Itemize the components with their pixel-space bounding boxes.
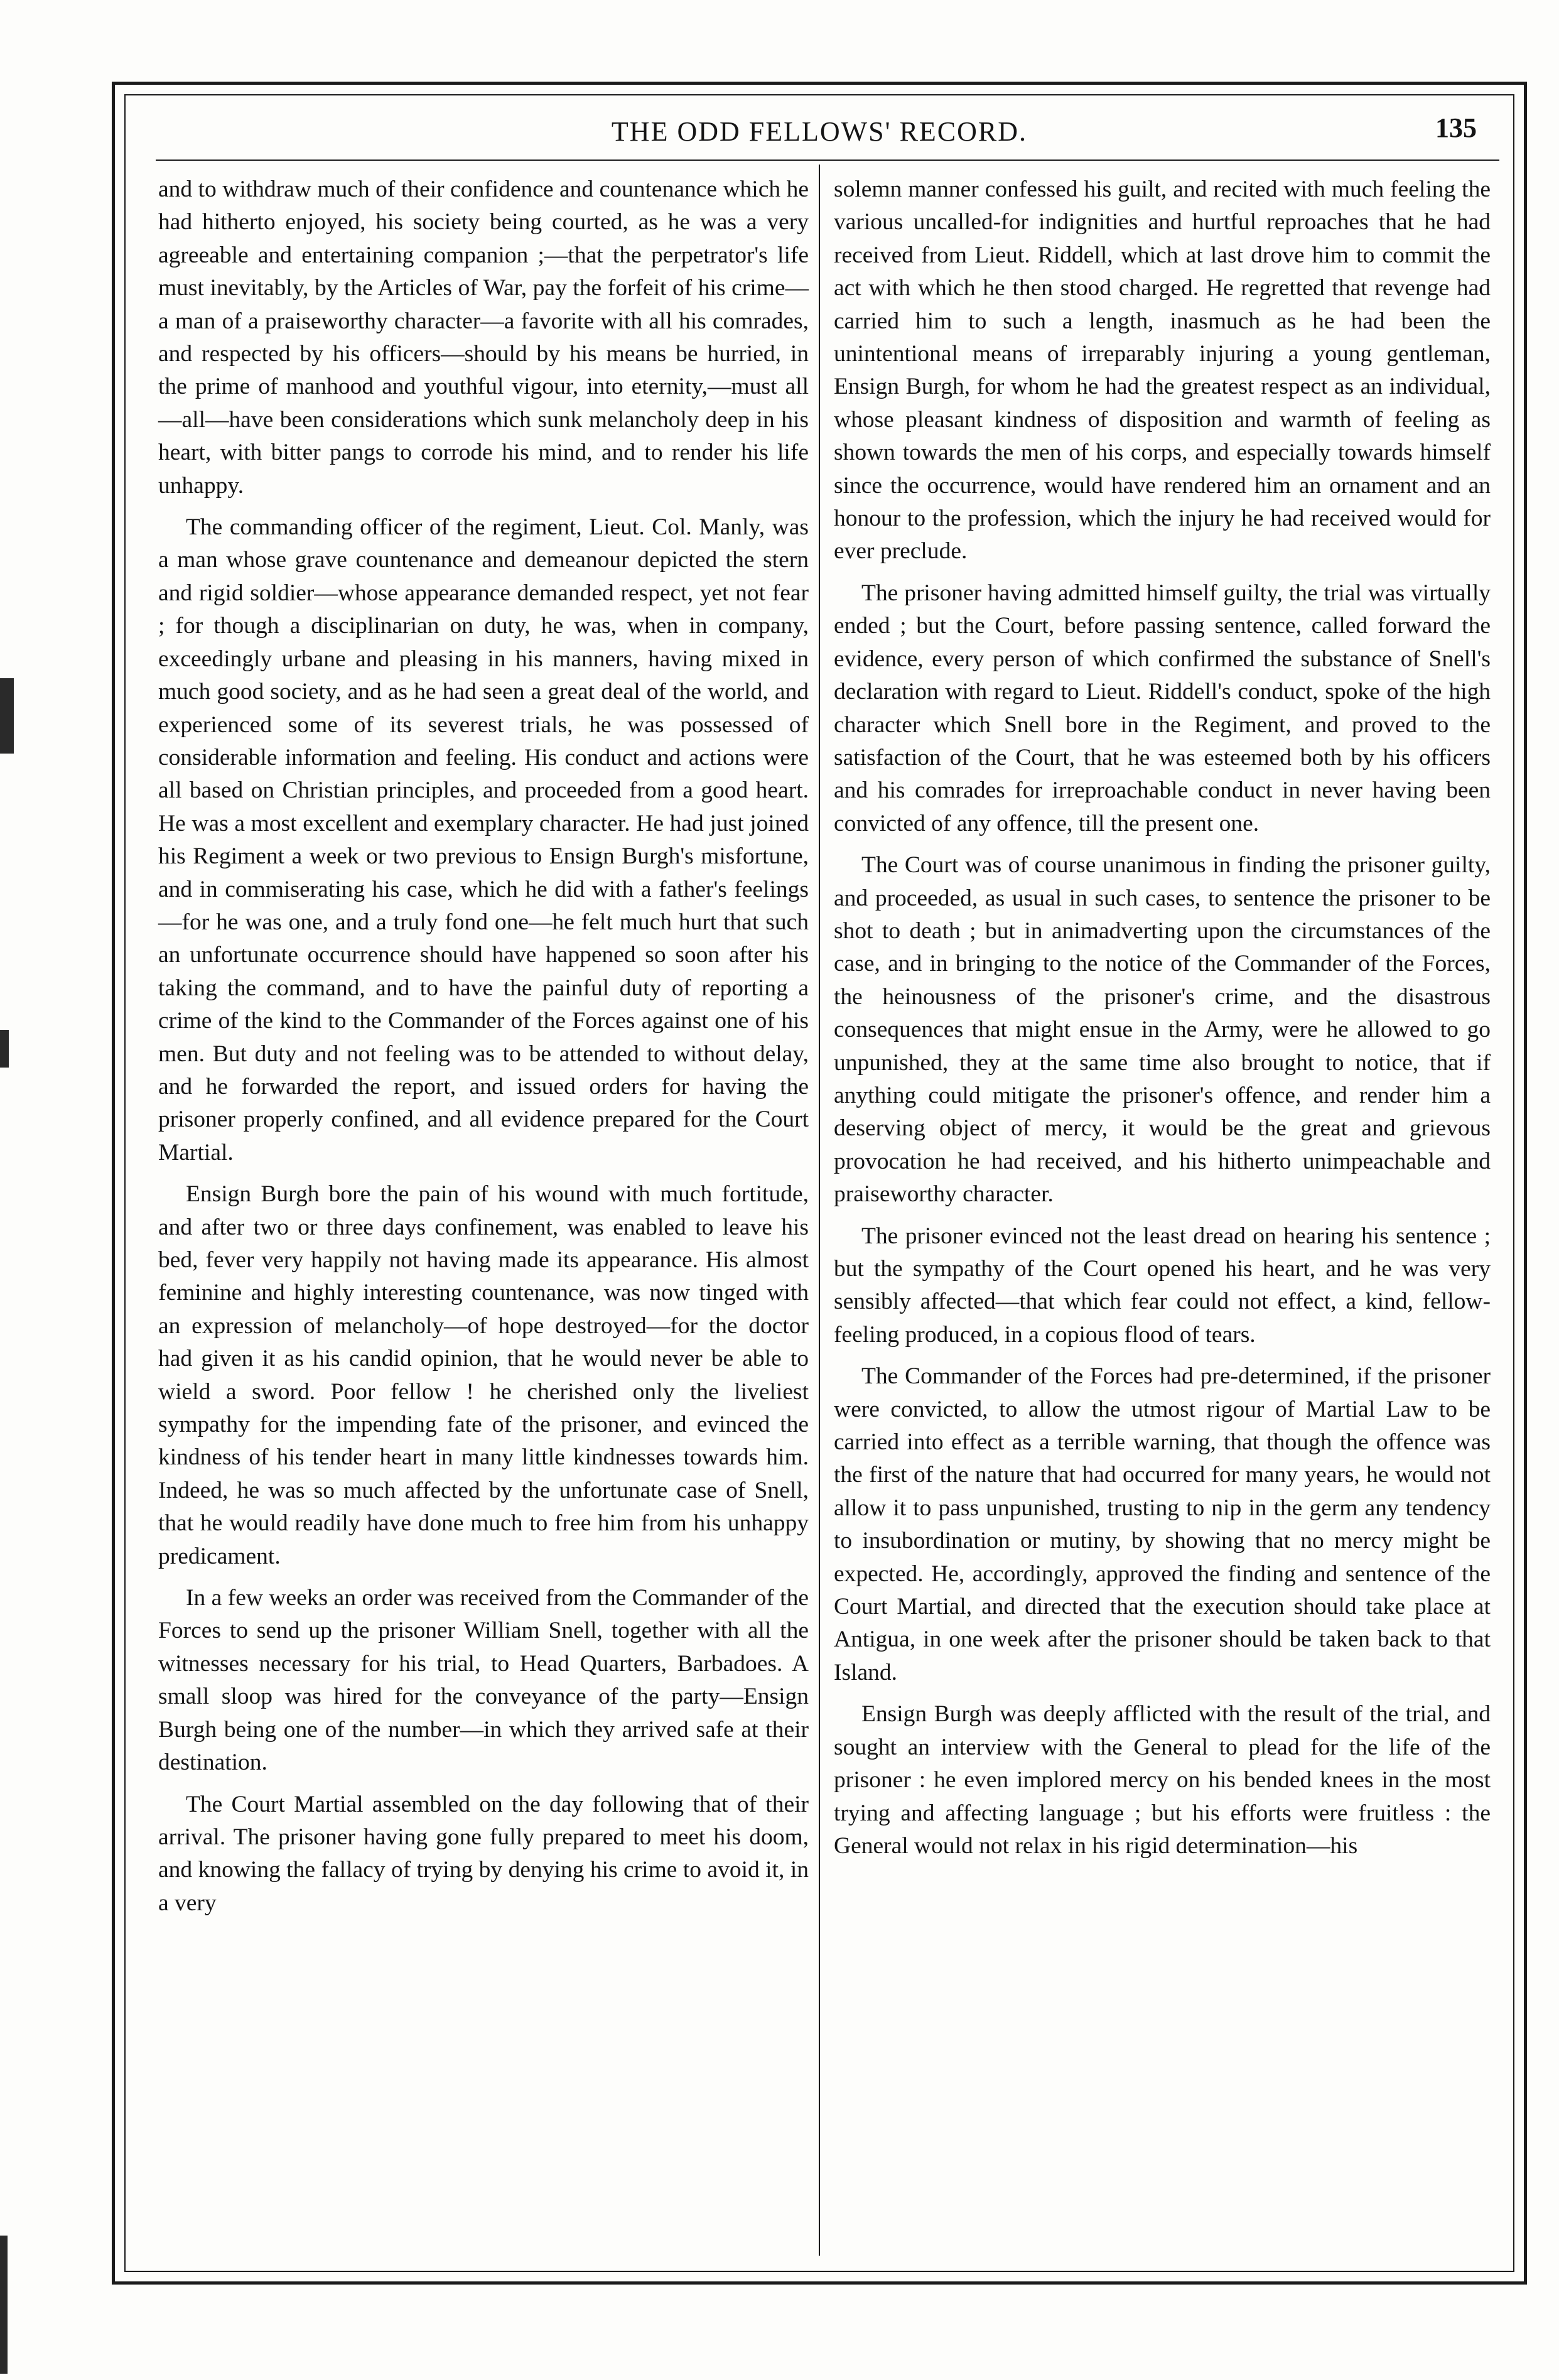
paragraph: The commanding officer of the regiment, Lieut. Col. Manly, was a man whose grave countenance and demeanour depicted the stern and rigid soldier—whose appearance demanded respect, yet not fear ; for though a disciplinarian on duty, he was, when in company, exceedingly urbane and pleasing in his manners, having mixed in much good society, and as he had seen a great deal of the world, and experienced some of its severest trials, he was possessed of considerable information and feeling. His conduct and actions were all based on Christian principles, and proceeded from a good heart. He was a most excellent and exemplary character. He had just joined his Regiment a week or two previous to Ensign Burgh's misfortune, and in commiserating his case, which he did with a father's feelings—for he was one, and a truly fond one—he felt much hurt that such an unfortunate occurrence should have happened so soon after his taking the command, and to have the painful duty of reporting a crime of the kind to the Commander of the Forces against one of his men. But duty and not feeling was to be attended to without delay, and he forwarded the report, and issued orders for having the prisoner properly confined, and all evidence prepared for the Court Martial. bbox=[158, 514, 809, 1166]
paragraph: The prisoner having admitted himself guilty, the trial was virtually ended ; but the Court, before passing sentence, called forward the evidence, every person of which confirmed the substance of Snell's declaration with regard to Lieut. Riddell's conduct, spoke of the high character which Snell bore in the Regiment, and proved to the satisfaction of the Court, that he was esteemed both by his officers and his comrades for irreproachable conduct in never having been convicted of any offence, till the present one. bbox=[834, 580, 1491, 836]
paragraph: The Court Martial assembled on the day following that of their arrival. The prisoner having gone fully prepared to meet his doom, and knowing the fallacy of trying by denying his crime to avoid it, in a very bbox=[158, 1791, 809, 1916]
paragraph: Ensign Burgh was deeply afflicted with the result of the trial, and sought an interview with the General to plead for the life of the prisoner : he even implored mercy on his bended knees in the most trying and affecting language ; but his efforts were fruitless : the General would not relax in his rigid determination—his bbox=[834, 1701, 1491, 1859]
scan-edge-mark bbox=[0, 2236, 8, 2374]
paragraph: and to withdraw much of their confidence and countenance which he had hitherto enjoyed, his society being courted, as he was a very agreeable and entertaining companion ;—that the perpetrator's life must inevitably, by the Articles of War, pay the forfeit of his crime—a man of a praiseworthy character—a favorite with all his comrades, and respected by his officers—should by his means be hurried, in the prime of manhood and youthful vigour, into eternity,—must all—all—have been considerations which sunk melancholy deep in his heart, with bitter pangs to corrode his mind, and to render his life unhappy. bbox=[158, 176, 809, 499]
running-title: THE ODD FELLOWS' RECORD. bbox=[611, 116, 1028, 147]
paragraph: The prisoner evinced not the least dread on hearing his sentence ; but the sympathy of the Court opened his heart, and he was very sensibly affected—that which fear could not effect, a kind, fellow-feeling produced, in a copious flood of tears. bbox=[834, 1223, 1491, 1348]
column-divider bbox=[819, 165, 820, 2256]
paragraph: Ensign Burgh bore the pain of his wound with much fortitude, and after two or three days confinement, was enabled to leave his bed, fever very happily not having made its appearance. His almost feminine and highly interesting countenance, was now tinged with an expression of melancholy—of hope destroyed—for the doctor had given it as his candid opinion, that he would never be able to wield a sword. Poor fellow ! he cherished only the liveliest sympathy for the impending fate of the prisoner, and evinced the kindness of his tender heart in many little kindnesses towards him. Indeed, he was so much affected by the unfortunate case of Snell, that he would readily have done much to free him from his unhappy predicament. bbox=[158, 1181, 809, 1569]
left-column bbox=[158, 173, 809, 1920]
page-header bbox=[124, 100, 1514, 154]
paragraph: solemn manner confessed his guilt, and recited with much feeling the various uncalled-for indignities and hurtful reproaches that he had received from Lieut. Riddell, which at last drove him to commit the act with which he then stood charged. He regretted that revenge had carried him to such a length, inasmuch as he had been the unintentional means of irreparably injuring a young gentleman, Ensign Burgh, for whom he had the greatest respect as an individual, whose pleasant kindness of disposition and warmth of feeling as shown towards the men of his corps, and especially towards himself since the occurrence, would have rendered him an ornament and an honour to the profession, which the injury he had received would for ever preclude. bbox=[834, 176, 1491, 565]
scan-edge-mark bbox=[0, 678, 14, 754]
page-number: 135 bbox=[1435, 112, 1477, 143]
scan-edge-mark bbox=[0, 1030, 9, 1068]
right-column bbox=[834, 173, 1491, 1863]
paragraph: The Court was of course unanimous in finding the prisoner guilty, and proceeded, as usual in such cases, to sentence the prisoner to be shot to death ; but in animadverting upon the circumstances of the case, and in bringing to the notice of the Commander of the Forces, the heinousness of the prisoner's crime, and the disastrous consequences that might ensue in the Army, were he allowed to go unpunished, they at the same time also brought to notice, that if anything could mitigate the prisoner's offence, and render him a deserving object of mercy, it would be the great and grievous provocation he had received, and his hitherto unimpeachable and praiseworthy character. bbox=[834, 852, 1491, 1208]
header-rule bbox=[156, 160, 1499, 161]
paragraph: In a few weeks an order was received from the Commander of the Forces to send up the prisoner William Snell, together with all the witnesses necessary for his trial, to Head Quarters, Barbadoes. A small sloop was hired for the conveyance of the party—Ensign Burgh being one of the number—in which they arrived safe at their destination. bbox=[158, 1585, 809, 1776]
paragraph: The Commander of the Forces had pre-determined, if the prisoner were convicted, to allow the utmost rigour of Martial Law to be carried into effect as a terrible warning, that though the offence was the first of the nature that had occurred for many years, he would not allow it to pass unpunished, trusting to nip in the germ any tendency to insubordination or mutiny, by showing that no mercy might be expected. He, accordingly, approved the finding and sentence of the Court Martial, and directed that the execution should take place at Antigua, in one week after the prisoner should be taken back to that Island. bbox=[834, 1363, 1491, 1685]
